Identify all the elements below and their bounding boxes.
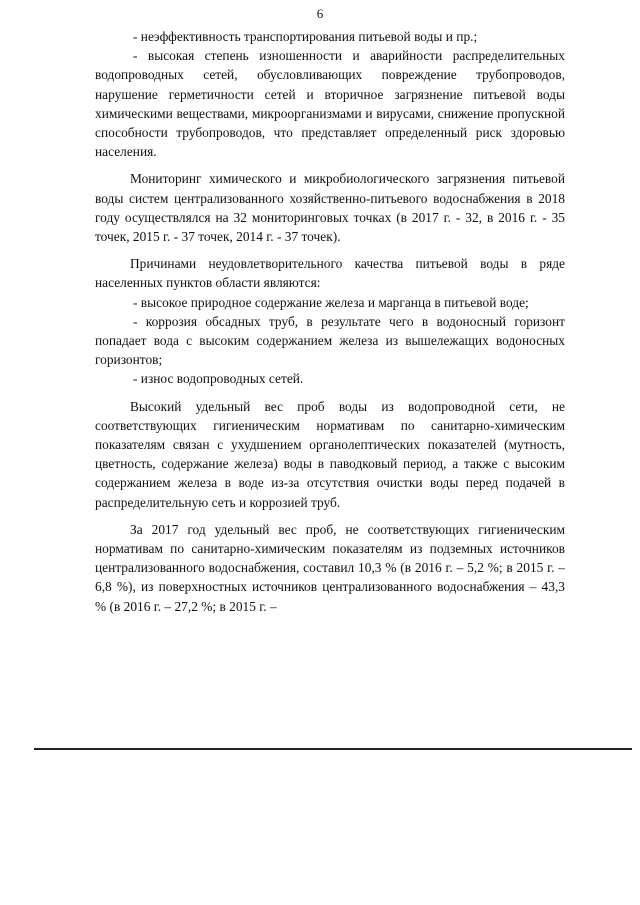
paragraph-bullet-1: - неэффективность транспортирования питьевой воды и пр.; — [133, 29, 478, 44]
paragraph-monitoring: Мониторинг химического и микробиологического загрязнения питьевой воды систем централизованного хозяйственно-питьевого водоснабжения в 2018 году осуществлялся на 32 мониторинговых точках (в 2017 г. - 32, в 2016 г. - 35 точек, 2015 г. - 37 точек, 2014 г. - 37 точек). — [95, 171, 565, 245]
paragraph-bullet-5: - износ водопроводных сетей. — [133, 371, 304, 387]
paragraph-causes-intro: Причинами неудовлетворительного качества питьевой воды в ряде населенных пунктов области являются: — [95, 256, 565, 291]
page-number: 6 — [316, 6, 324, 21]
paragraph-bullet-3: - высокое природное содержание железа и марганца в питьевой воде; — [133, 294, 529, 310]
paragraph-2017-share: За 2017 год удельный вес проб, не соответствующих гигиеническим нормативам по санитарно-химическим показателям из подземных источников централизованного водоснабжения, составил 10,3 % (в 2016 г. – 5,2 %; в 2015 г. – 6,8 %), из поверхностных источников централизованного водоснабжения – 43,3 % (в 2016 г. – 27,2 %; в 2015 г. – — [95, 521, 565, 614]
body-text — [95, 27, 565, 616]
paragraph-high-share: Высокий удельный вес проб воды из водопроводной сети, не соответствующих гигиеническим нормативам по санитарно-химическим показателям связан с ухудшением органолептических показателей (мутность, цветность, содержание железа) воды в паводковый период, а также с высоким содержанием железа в воде из-за отсутствия очистки воды перед подачей в распределительную сеть и коррозией труб. — [95, 398, 565, 510]
paragraph-bullet-2: - высокая степень изношенности и аварийности распределительных водопроводных сетей, обусловливающих повреждение трубопроводов, нарушение герметичности сетей и вторичное загрязнение питьевой воды химическими веществами, микроорганизмами и вирусами, снижение пропускной способности трубопроводов, что представляет определенный риск здоровью населения. — [95, 48, 565, 160]
paragraph-bullet-4: - коррозия обсадных труб, в результате чего в водоносный горизонт попадает вода с высоким содержанием железа из вышележащих водоносных горизонтов; — [95, 313, 565, 368]
footer-divider — [34, 748, 632, 750]
